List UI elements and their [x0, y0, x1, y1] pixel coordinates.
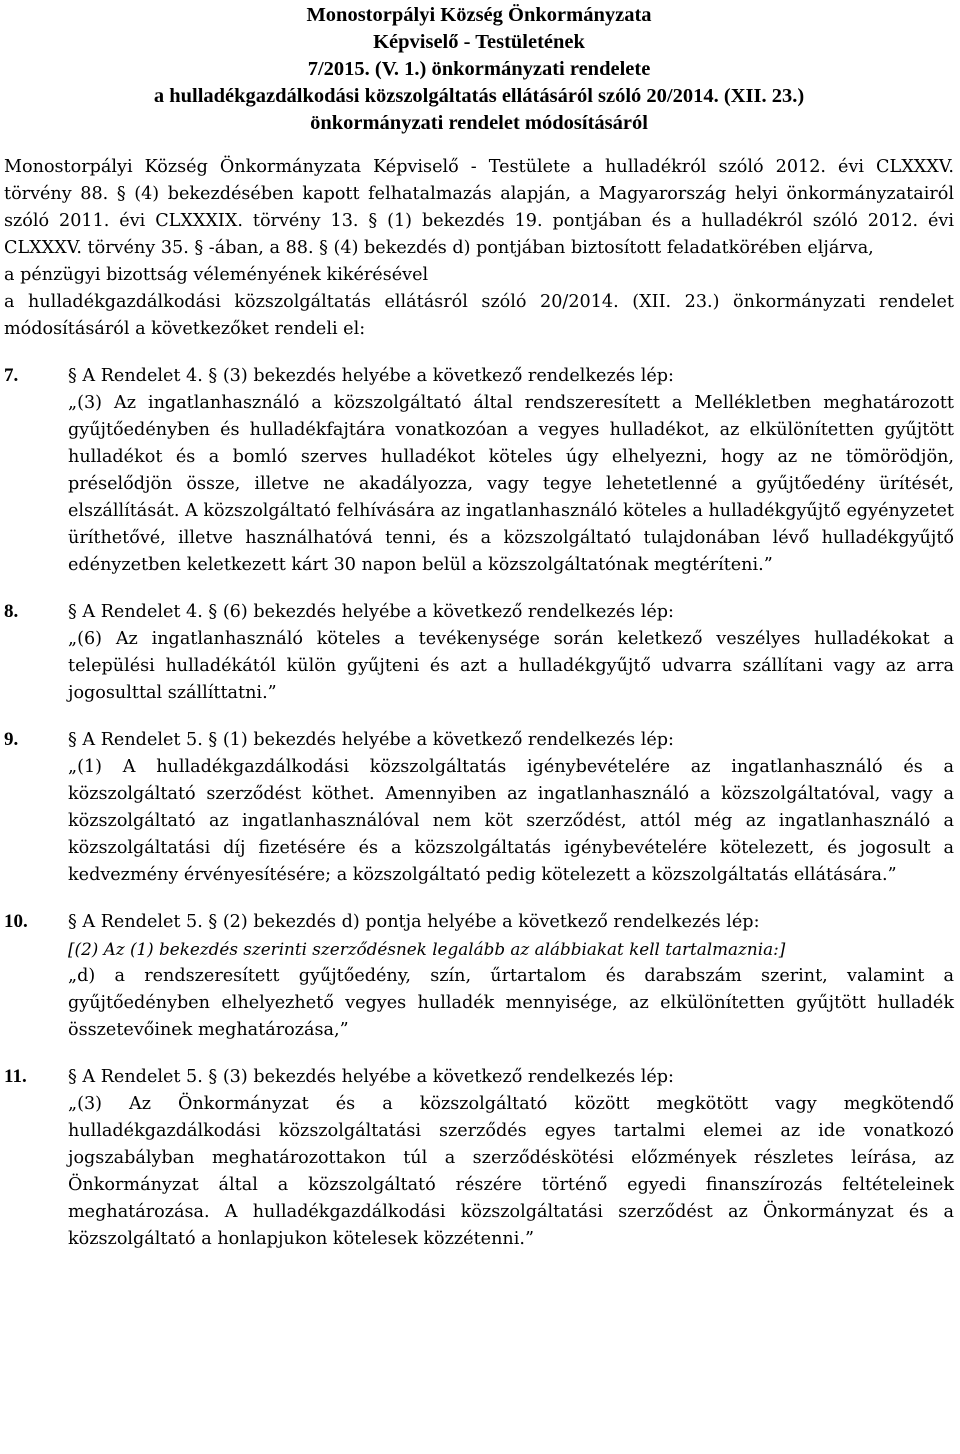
section-10: [4, 908, 954, 1044]
section-number: 8.: [4, 601, 19, 622]
section-heading: [4, 726, 954, 754]
header-decree-subject: a hulladékgazdálkodási közszolgáltatás ellátásáról szóló 20/2014. (XII. 23.): [153, 85, 805, 107]
section-number: 10.: [4, 911, 28, 932]
section-text: „d) a rendszeresített gyűjtőedény, szín, űrtartalom és darabszám szerint, valamint a gyűjtőedényben elhelyezhető vegyes hulladék mennyisége, az elkülönítetten gyűjtött hulladék összetevőinek meghatározása,”: [68, 966, 954, 1040]
section-heading: [4, 598, 954, 626]
section-text: „(3) Az ingatlanhasználó a közszolgáltató által rendszeresített a Mellékletben meghatározott gyűjtőedényben és hulladékfajtára vonatkozóan a vegyes hulladékot, az elkülönítetten gyűjtött hulladékot és a bomló szerves hulladékot köteles úgy elhelyezni, hogy az ne tömörödjön, préselődjön össze, illetve ne akadályozza, vagy tegye lehetetlenné a gyűjtőedény ürítését, elszállítását. A közszolgáltató felhívására az ingatlanhasználó köteles a hulladékgyűjtő egyényzetet üríthetővé, illetve használhatóvá tenni, és a közszolgáltató tulajdonában lévő hulladékgyűjtő edényzetben keletkezett kárt 30 napon belül a közszolgáltatónak megtéríteni.”: [68, 393, 954, 575]
header-municipality: Monostorpályi Község Önkormányzata: [306, 4, 652, 26]
preamble-enactment: a hulladékgazdálkodási közszolgáltatás ellátásról szóló 20/2014. (XII. 23.) önkormányzati rendelet módosításáról a következőket rendeli el:: [4, 292, 954, 339]
section-8: [4, 598, 954, 707]
section-9: [4, 726, 954, 889]
header-decree-number: 7/2015. (V. 1.) önkormányzati rendelete: [307, 58, 651, 80]
section-context-clause: [(2) Az (1) bekezdés szerinti szerződésnek legalább az alábbiakat kell tartalmaznia:]: [68, 939, 786, 959]
section-text: „(6) Az ingatlanhasználó köteles a tevékenysége során keletkező veszélyes hulladékokat a települési hulladékától külön gyűjteni és azt a hulladékgyűjtő udvarra szállítani vagy az arra jogosulttal szállíttatni.”: [68, 629, 954, 703]
section-heading: [4, 908, 954, 936]
header-decree-subject-cont: önkormányzati rendelet módosításáról: [310, 112, 648, 134]
section-title: § A Rendelet 5. § (3) bekezdés helyébe a következő rendelkezés lép:: [68, 1067, 674, 1087]
preamble-consultation: a pénzügyi bizottság véleményének kikérésével: [4, 265, 429, 285]
section-heading: [4, 1063, 954, 1091]
section-number: 9.: [4, 729, 19, 750]
header-body: Képviselő - Testületének: [373, 31, 585, 53]
section-title: § A Rendelet 4. § (6) bekezdés helyébe a következő rendelkezés lép:: [68, 602, 674, 622]
section-number: 11.: [4, 1066, 27, 1087]
section-11: [4, 1063, 954, 1253]
section-title: § A Rendelet 4. § (3) bekezdés helyébe a következő rendelkezés lép:: [68, 366, 674, 386]
section-title: § A Rendelet 5. § (1) bekezdés helyébe a következő rendelkezés lép:: [68, 730, 674, 750]
document-header: [4, 2, 954, 137]
section-text: „(1) A hulladékgazdálkodási közszolgáltatás igénybevételére az ingatlanhasználó és a közszolgáltató szerződést köthet. Amennyiben az ingatlanhasználó a közszolgáltatóval, vagy a közszolgáltató az ingatlanhasználóval nem köt szerződést, attól még az ingatlanhasználó a közszolgáltatási díj fizetésére és a közszolgáltatás igénybevételére kötelezett, és jogosult a kedvezmény érvényesítésére; a közszolgáltató pedig kötelezett a közszolgáltatás ellátására.”: [68, 757, 954, 885]
section-title: § A Rendelet 5. § (2) bekezdés d) pontja helyébe a következő rendelkezés lép:: [68, 912, 760, 932]
section-number: 7.: [4, 365, 19, 386]
section-heading: [4, 362, 954, 390]
preamble-authority: Monostorpályi Község Önkormányzata Képviselő - Testülete a hulladékról szóló 2012. évi CLXXXV. törvény 88. § (4) bekezdésében kapott felhatalmazás alapján, a Magyarország helyi önkormányzatairól szóló 2011. évi CLXXXIX. törvény 13. § (1) bekezdés 19. pontjában és a hulladékról szóló 2012. évi CLXXXV. törvény 35. § -ában, a 88. § (4) bekezdés d) pontjában biztosított feladatkörében eljárva,: [4, 157, 954, 258]
section-7: [4, 362, 954, 579]
preamble: [4, 154, 954, 343]
section-text: „(3) Az Önkormányzat és a közszolgáltató között megkötött vagy megkötendő hulladékgazdálkodási közszolgáltatási szerződés egyes tartalmi elemei az ide vonatkozó jogszabályban meghatározottakon túl a szerződéskötési előzmények részletes leírása, az Önkormányzat által a közszolgáltató részére történő egyedi finanszírozás feltételeinek meghatározása. A hulladékgazdálkodási közszolgáltatási szerződést az Önkormányzat és a közszolgáltató a honlapjukon kötelesek közzétenni.”: [68, 1094, 954, 1249]
